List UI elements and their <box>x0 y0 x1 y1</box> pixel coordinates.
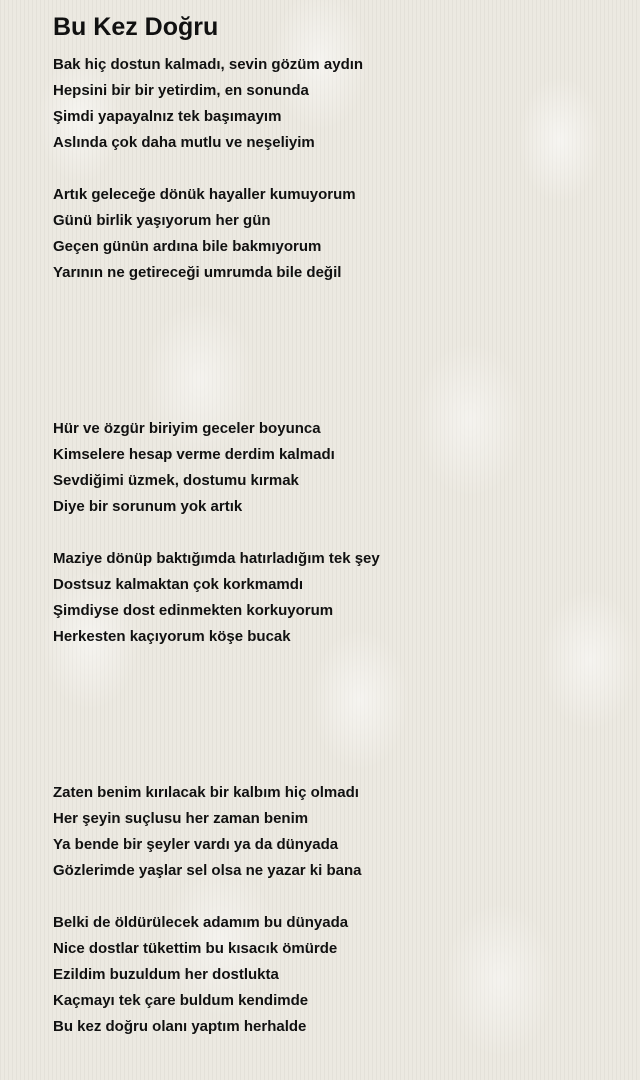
stanza-5 <box>53 780 613 884</box>
poem-line: Bu kez doğru olanı yaptım herhalde <box>53 1018 307 1035</box>
poem-line: Kimselere hesap verme derdim kalmadı <box>53 446 335 463</box>
poem-line: Gözlerimde yaşlar sel olsa ne yazar ki bana <box>53 862 362 879</box>
poem-title: Bu Kez Doğru <box>53 13 219 41</box>
poem-line: Herkesten kaçıyorum köşe bucak <box>53 628 291 645</box>
poem-line: Artık geleceğe dönük hayaller kumuyorum <box>53 186 356 203</box>
stanza-gap <box>53 156 613 182</box>
poem-line: Maziye dönüp baktığımda hatırladığım tek şey <box>53 550 380 567</box>
poem-line: Her şeyin suçlusu her zaman benim <box>53 810 309 827</box>
poem-line: Günü birlik yaşıyorum her gün <box>53 212 271 229</box>
poem-line: Aslında çok daha mutlu ve neşeliyim <box>53 134 315 151</box>
poem-line: Ezildim buzuldum her dostlukta <box>53 966 279 983</box>
poem-line: Zaten benim kırılacak bir kalbım hiç olmadı <box>53 784 359 801</box>
stanza-gap <box>53 520 613 546</box>
stanza-2 <box>53 182 613 286</box>
poem-line: Sevdiğimi üzmek, dostumu kırmak <box>53 472 299 489</box>
poem-line: Ya bende bir şeyler vardı ya da dünyada <box>53 836 339 853</box>
stanza-1 <box>53 52 613 156</box>
poem-line: Bak hiç dostun kalmadı, sevin gözüm aydın <box>53 56 364 73</box>
poem-line: Nice dostlar tükettim bu kısacık ömürde <box>53 940 338 957</box>
stanza-gap <box>53 884 613 910</box>
poem-line: Dostsuz kalmaktan çok korkmamdı <box>53 576 304 593</box>
poem-line: Belki de öldürülecek adamım bu dünyada <box>53 914 349 931</box>
poem-line: Diye bir sorunum yok artık <box>53 498 243 515</box>
stanza-6 <box>53 910 613 1040</box>
poem <box>53 12 613 1040</box>
stanza-3 <box>53 416 613 520</box>
poem-line: Yarının ne getireceği umrumda bile değil <box>53 264 342 281</box>
poem-line: Hür ve özgür biriyim geceler boyunca <box>53 420 321 437</box>
poem-line: Kaçmayı tek çare buldum kendimde <box>53 992 309 1009</box>
poem-line: Şimdi yapayalnız tek başımayım <box>53 108 282 125</box>
poem-line: Şimdiyse dost edinmekten korkuyorum <box>53 602 334 619</box>
section-gap <box>53 650 613 780</box>
stanza-4 <box>53 546 613 650</box>
poem-line: Geçen günün ardına bile bakmıyorum <box>53 238 322 255</box>
section-gap <box>53 286 613 416</box>
poem-line: Hepsini bir bir yetirdim, en sonunda <box>53 82 309 99</box>
